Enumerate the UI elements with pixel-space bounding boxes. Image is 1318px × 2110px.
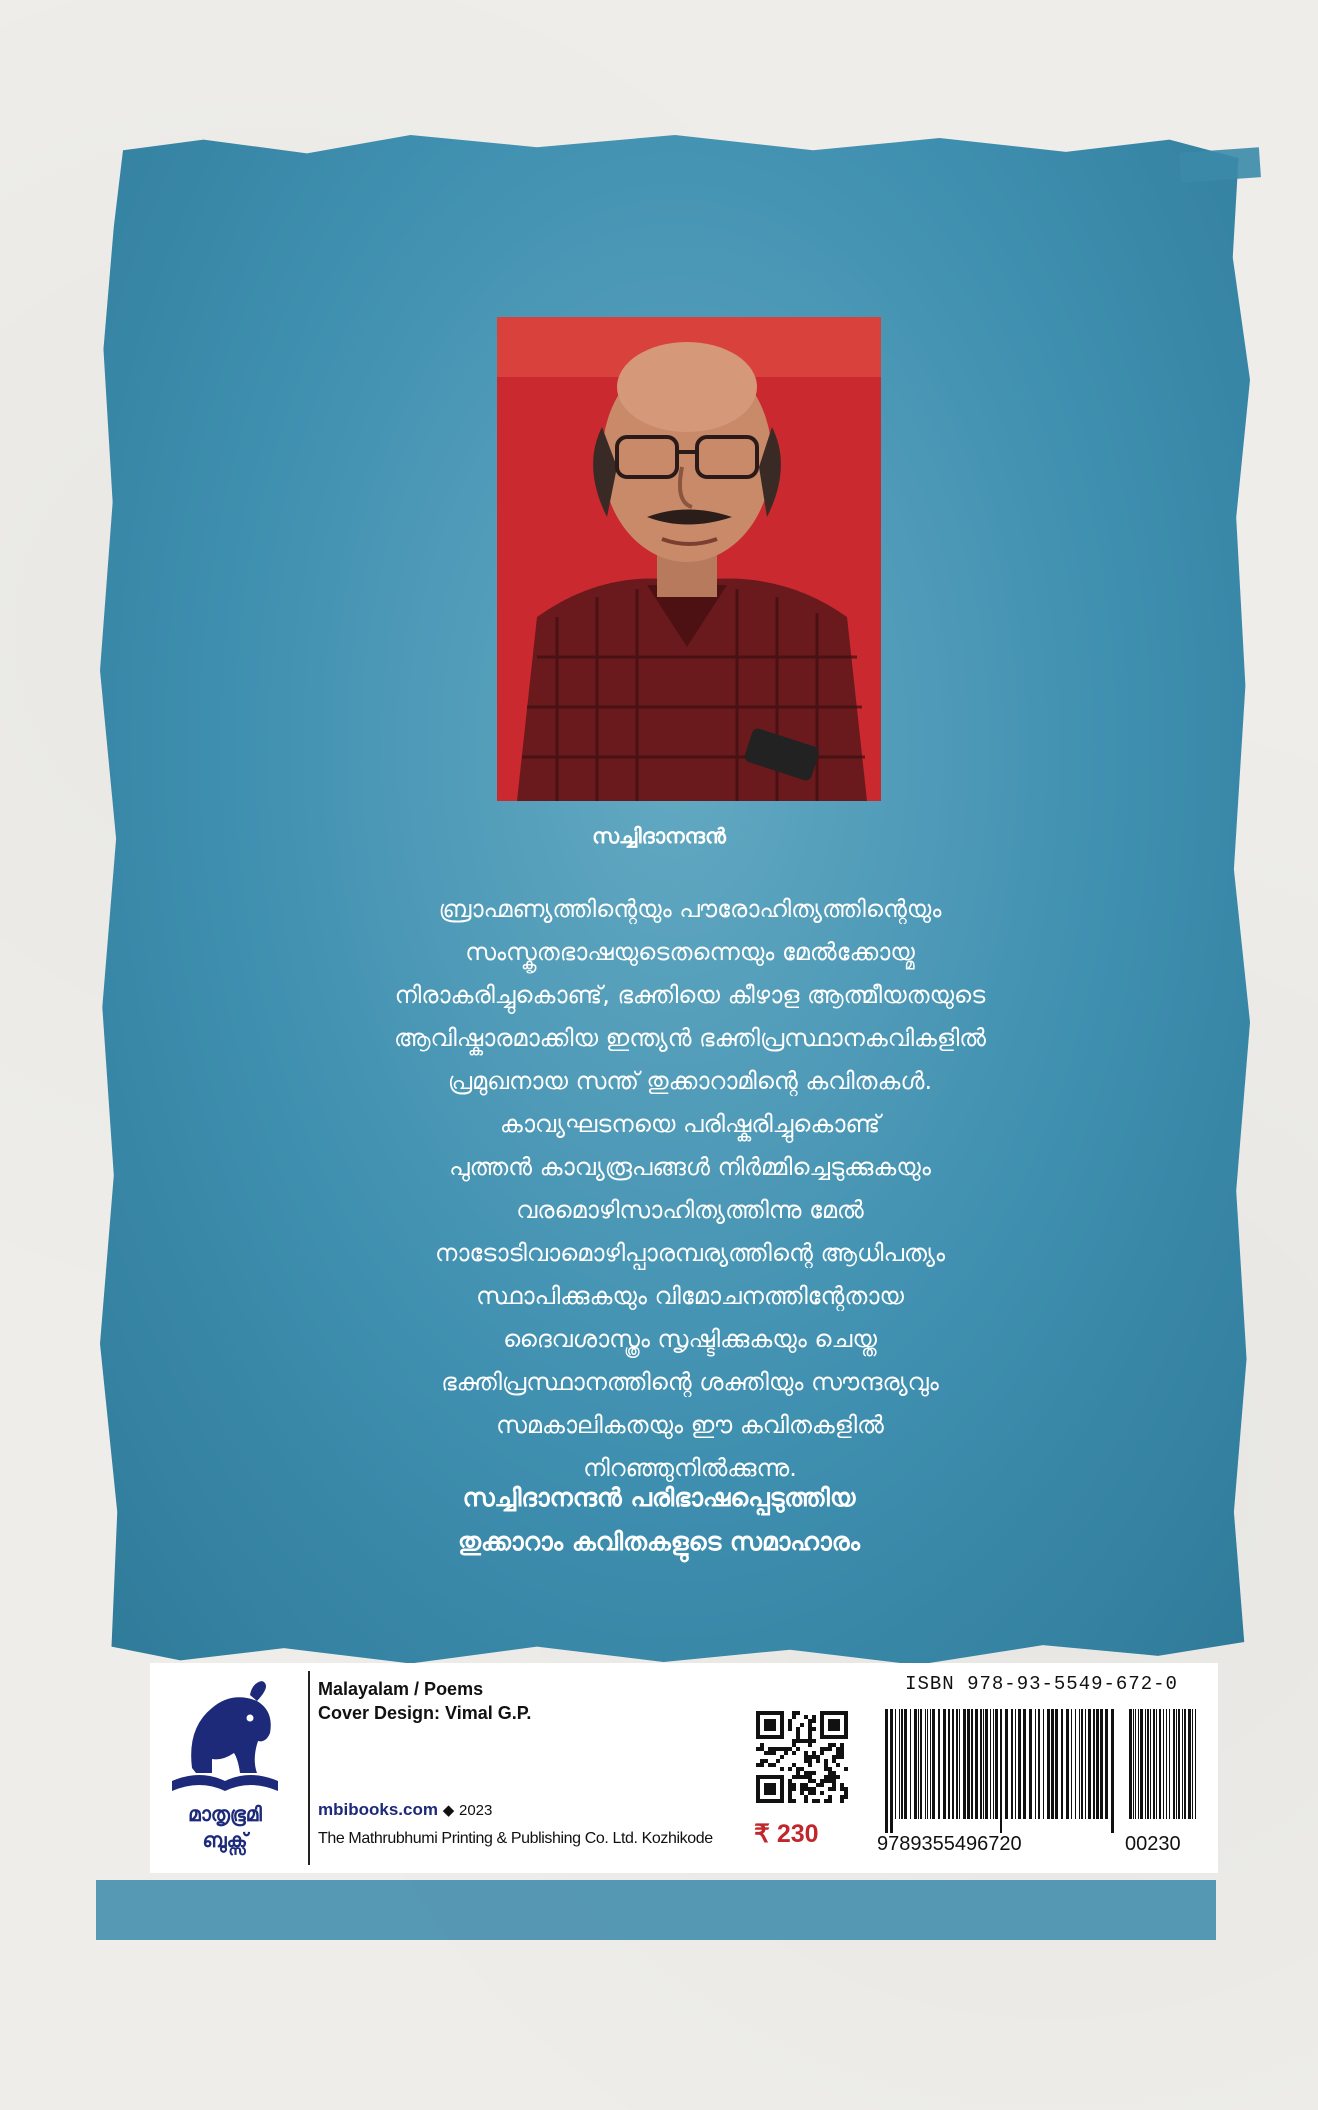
qr-module (760, 1747, 764, 1751)
barcode-bar (1018, 1709, 1021, 1819)
barcode-icon (881, 1709, 1203, 1833)
qr-module (760, 1763, 764, 1767)
barcode-bar (985, 1709, 988, 1819)
logo-line: ബുക്സ് (202, 1828, 248, 1852)
qr-module (796, 1767, 800, 1771)
qr-module (788, 1727, 792, 1731)
qr-module (796, 1711, 800, 1715)
qr-module (840, 1747, 844, 1751)
qr-module (792, 1787, 796, 1791)
qr-module (780, 1755, 784, 1759)
qr-module (824, 1763, 828, 1767)
blurb-line: സ്ഥാപിക്കുകയും വിമോചനത്തിന്റേതായ (476, 1282, 904, 1310)
qr-module (788, 1795, 792, 1799)
barcode-bar (1163, 1709, 1164, 1819)
barcode-bar (959, 1709, 960, 1819)
qr-module (828, 1767, 832, 1771)
qr-module (800, 1791, 804, 1795)
barcode-bar (956, 1709, 958, 1819)
qr-module (844, 1787, 848, 1791)
barcode-bar (1129, 1709, 1132, 1819)
qr-module (792, 1751, 796, 1755)
qr-module (756, 1763, 760, 1767)
qr-module (808, 1759, 812, 1763)
blurb-line: ആവിഷ്കാരമാക്കിയ ഇന്ത്യൻ ഭക്തിപ്രസ്ഥാനകവികളിൽ (393, 1024, 987, 1052)
qr-module (792, 1739, 796, 1743)
barcode-bar (990, 1709, 991, 1819)
qr-module (792, 1763, 796, 1767)
qr-module (764, 1759, 768, 1763)
qr-module (820, 1751, 824, 1755)
barcode-bar (1038, 1709, 1040, 1819)
qr-module (804, 1759, 808, 1763)
qr-finder (828, 1719, 840, 1731)
qr-module (828, 1775, 832, 1779)
website-line (318, 1800, 492, 1820)
barcode-bar (1156, 1709, 1157, 1819)
publisher-info-strip (150, 1663, 1218, 1873)
publisher-logo-text (162, 1801, 288, 1853)
qr-module (824, 1767, 828, 1771)
qr-module (840, 1743, 844, 1747)
website-link[interactable]: mbibooks.com (318, 1800, 438, 1819)
qr-module (824, 1759, 828, 1763)
qr-module (800, 1783, 804, 1787)
qr-module (812, 1771, 816, 1775)
barcode-bar (904, 1709, 907, 1819)
qr-module (812, 1787, 816, 1791)
qr-module (828, 1799, 832, 1803)
qr-module (840, 1783, 844, 1787)
qr-module (824, 1747, 828, 1751)
barcode-bar (963, 1709, 966, 1819)
qr-module (800, 1767, 804, 1771)
barcode-bar (1138, 1709, 1139, 1819)
qr-module (808, 1723, 812, 1727)
publisher-logo (162, 1673, 288, 1853)
blurb-line: നിറഞ്ഞുനിൽക്കുന്നു. (583, 1454, 797, 1482)
qr-module (808, 1791, 812, 1795)
barcode-main-digits: 9789355496720 (877, 1833, 1022, 1855)
qr-module (792, 1711, 796, 1715)
qr-module (768, 1747, 772, 1751)
qr-module (812, 1791, 816, 1795)
book-tagline (0, 1476, 1318, 1564)
barcode-bar (1035, 1709, 1036, 1819)
qr-module (812, 1739, 816, 1743)
price-label: ₹ 230 (754, 1820, 819, 1848)
qr-module (840, 1787, 844, 1791)
qr-module (796, 1727, 800, 1731)
qr-module (808, 1735, 812, 1739)
qr-module (780, 1747, 784, 1751)
barcode-bar (983, 1709, 984, 1819)
barcode-bar (948, 1709, 950, 1819)
qr-module (832, 1771, 836, 1775)
category-label: Malayalam / Poems (318, 1679, 484, 1699)
qr-module (808, 1731, 812, 1735)
barcode-bar (1111, 1709, 1114, 1833)
barcode-bar (1055, 1709, 1058, 1819)
barcode-bar (1075, 1709, 1076, 1819)
publication-year: 2023 (458, 1802, 493, 1819)
qr-module (804, 1795, 808, 1799)
qr-module (792, 1775, 796, 1779)
qr-module (808, 1743, 812, 1747)
blurb-line: സംസ്കൃതഭാഷയുടെതന്നെയും മേൽക്കോയ്മ (465, 938, 915, 966)
qr-module (832, 1783, 836, 1787)
barcode-addon-digits: 00230 (1125, 1833, 1181, 1855)
qr-module (796, 1775, 800, 1779)
qr-module (776, 1747, 780, 1751)
qr-finder (764, 1719, 776, 1731)
barcode-bar (1145, 1709, 1146, 1819)
qr-module (760, 1759, 764, 1763)
barcode-bar (971, 1709, 973, 1819)
barcode-bar (901, 1709, 903, 1819)
qr-module (832, 1779, 836, 1783)
qr-module (792, 1783, 796, 1787)
qr-module (796, 1747, 800, 1751)
tagline-line: തുക്കാറാം കവിതകളുടെ സമാഹാരം (457, 1527, 861, 1556)
barcode-bar (920, 1709, 922, 1819)
barcode-bar (938, 1709, 940, 1819)
barcode-bar (1169, 1709, 1170, 1819)
qr-module (820, 1783, 824, 1787)
qr-module (788, 1723, 792, 1727)
qr-module (808, 1763, 812, 1767)
barcode-bar (1153, 1709, 1155, 1819)
qr-module (840, 1795, 844, 1799)
qr-module (772, 1747, 776, 1751)
qr-module (828, 1771, 832, 1775)
qr-module (800, 1775, 804, 1779)
qr-module (788, 1767, 792, 1771)
qr-finder (764, 1783, 776, 1795)
qr-module (768, 1763, 772, 1767)
qr-module (828, 1747, 832, 1751)
barcode-bar (895, 1709, 896, 1819)
qr-module (792, 1743, 796, 1747)
qr-module (812, 1727, 816, 1731)
qr-code-icon (756, 1711, 848, 1803)
barcode-bar (980, 1709, 982, 1819)
qr-module (812, 1715, 816, 1719)
blurb-line: ബ്രാഹ്മണ്യത്തിന്റെയും പൗരോഹിത്യത്തിന്റെയും (438, 895, 942, 923)
qr-module (828, 1787, 832, 1791)
barcode-bar (1015, 1709, 1016, 1819)
barcode-bar (1081, 1709, 1083, 1819)
barcode-bar (1133, 1709, 1134, 1819)
qr-module (788, 1783, 792, 1787)
qr-module (796, 1735, 800, 1739)
isbn-barcode (873, 1673, 1210, 1865)
barcode-bar (1071, 1709, 1072, 1819)
qr-module (828, 1743, 832, 1747)
qr-module (816, 1783, 820, 1787)
barcode-bar (1178, 1709, 1180, 1819)
qr-module (828, 1795, 832, 1799)
paint-streak (96, 1880, 1216, 1940)
barcode-bar (1159, 1709, 1161, 1819)
barcode-bar (993, 1709, 994, 1819)
qr-module (836, 1755, 840, 1759)
book-meta (318, 1677, 531, 1725)
qr-module (796, 1731, 800, 1735)
barcode-bar (1176, 1709, 1177, 1819)
barcode-bar (1005, 1709, 1008, 1819)
barcode-bar (1061, 1709, 1063, 1819)
barcode-bar (890, 1709, 893, 1833)
qr-module (784, 1747, 788, 1751)
paint-streak (1179, 147, 1261, 183)
qr-module (840, 1751, 844, 1755)
barcode-bar (914, 1709, 917, 1819)
barcode-bar (1079, 1709, 1080, 1819)
qr-module (812, 1751, 816, 1755)
qr-module (784, 1751, 788, 1755)
qr-module (840, 1799, 844, 1803)
qr-module (816, 1755, 820, 1759)
barcode-bar (932, 1709, 935, 1819)
author-caption: സച്ചിദാനന്ദൻ (592, 824, 726, 848)
qr-module (804, 1771, 808, 1775)
barcode-bar (1135, 1709, 1136, 1819)
qr-module (804, 1799, 808, 1803)
isbn-text: ISBN 978-93-5549-672-0 (905, 1673, 1178, 1695)
book-blurb (340, 888, 1040, 1490)
qr-module (832, 1775, 836, 1779)
qr-module (776, 1759, 780, 1763)
qr-module (836, 1747, 840, 1751)
barcode-bar (1047, 1709, 1050, 1819)
diamond-separator: ◆ (442, 1802, 455, 1819)
qr-module (796, 1739, 800, 1743)
qr-module (832, 1743, 836, 1747)
qr-module (824, 1775, 828, 1779)
barcode-bar (975, 1709, 978, 1819)
qr-module (804, 1787, 808, 1791)
qr-module (772, 1751, 776, 1755)
publisher-name: The Mathrubhumi Printing & Publishing Co. Ltd. Kozhikode (318, 1830, 713, 1847)
qr-module (788, 1719, 792, 1723)
qr-module (804, 1715, 808, 1719)
qr-module (808, 1771, 812, 1775)
barcode-bar (1096, 1709, 1099, 1819)
blurb-line: പ്രമുഖനായ സന്ത് തുക്കാറാമിന്റെ കവിതകൾ. (447, 1067, 933, 1095)
barcode-bar (1029, 1709, 1032, 1819)
qr-module (808, 1775, 812, 1779)
blurb-line: നാടോടിവാമൊഴിപ്പാരമ്പര്യത്തിന്റെ ആധിപത്യം (434, 1239, 946, 1267)
blurb-line: ഭക്തിപ്രസ്ഥാനത്തിന്റെ ശക്തിയും സൗന്ദര്യവും (441, 1368, 939, 1396)
qr-module (832, 1759, 836, 1763)
barcode-bar (925, 1709, 926, 1819)
blurb-line: വരമൊഴിസാഹിത്യത്തിന്നു മേൽ (516, 1196, 864, 1224)
cover-design-label: Cover Design: Vimal G.P. (318, 1703, 532, 1723)
barcode-bar (1088, 1709, 1091, 1819)
qr-module (788, 1791, 792, 1795)
qr-module (808, 1719, 812, 1723)
elephant-book-logo-icon (162, 1673, 288, 1798)
barcode-bar (927, 1709, 928, 1819)
qr-module (780, 1767, 784, 1771)
tagline-line: സച്ചിദാനന്ദൻ പരിഭാഷപ്പെടുത്തിയ (462, 1483, 856, 1512)
barcode-bar (943, 1709, 946, 1819)
qr-module (836, 1763, 840, 1767)
barcode-bar (918, 1709, 919, 1819)
qr-module (772, 1763, 776, 1767)
barcode-bar (1182, 1709, 1183, 1819)
barcode-bar (1105, 1709, 1108, 1819)
qr-module (788, 1747, 792, 1751)
barcode-bar (1043, 1709, 1044, 1819)
barcode-bar (1051, 1709, 1054, 1819)
qr-module (820, 1779, 824, 1783)
author-photo (497, 317, 881, 801)
qr-module (792, 1715, 796, 1719)
qr-module (800, 1723, 804, 1727)
blurb-line: സമകാലികതയും ഈ കവിതകളിൽ (496, 1411, 884, 1439)
barcode-bar (930, 1709, 931, 1819)
barcode-bar (1184, 1709, 1186, 1819)
barcode-bar (1066, 1709, 1069, 1819)
qr-module (808, 1739, 812, 1743)
qr-module (812, 1719, 816, 1723)
blurb-line: പുത്തൻ കാവ്യരൂപങ്ങൾ നിർമ്മിച്ചെടുക്കുകയും (449, 1153, 931, 1181)
barcode-bar (910, 1709, 911, 1819)
barcode-bar (1085, 1709, 1086, 1819)
qr-module (832, 1787, 836, 1791)
qr-module (816, 1799, 820, 1803)
qr-module (812, 1779, 816, 1783)
qr-module (808, 1787, 812, 1791)
qr-module (824, 1799, 828, 1803)
qr-module (788, 1787, 792, 1791)
barcode-bar (1173, 1709, 1175, 1819)
qr-module (804, 1739, 808, 1743)
qr-module (832, 1755, 836, 1759)
qr-module (808, 1779, 812, 1783)
barcode-bar (899, 1709, 900, 1819)
barcode-bar (1195, 1709, 1196, 1819)
qr-module (808, 1755, 812, 1759)
barcode-bar (1011, 1709, 1013, 1819)
barcode-bar (1100, 1709, 1103, 1819)
barcode-bar (1166, 1709, 1167, 1819)
barcode-bar (1147, 1709, 1149, 1819)
qr-module (836, 1751, 840, 1755)
barcode-bar (1140, 1709, 1143, 1819)
barcode-bar (1188, 1709, 1191, 1819)
qr-module (760, 1743, 764, 1747)
barcode-bar (1192, 1709, 1193, 1819)
qr-module (816, 1759, 820, 1763)
barcode-bar (1000, 1709, 1002, 1833)
divider (308, 1671, 310, 1865)
qr-module (800, 1739, 804, 1743)
barcode-bar (952, 1709, 954, 1819)
blurb-line: നിരാകരിച്ചുകൊണ്ട്, ഭക്തിയെ കീഴാള ആത്മീയതയുടെ (394, 981, 986, 1009)
blurb-line: കാവ്യഘടനയെ പരിഷ്കരിച്ചുകൊണ്ട് (499, 1110, 881, 1138)
barcode-bar (1150, 1709, 1151, 1819)
qr-module (840, 1755, 844, 1759)
qr-module (824, 1779, 828, 1783)
logo-line: മാതൃഭൂമി (188, 1802, 262, 1826)
qr-module (792, 1799, 796, 1803)
barcode-bar (885, 1709, 888, 1833)
qr-module (804, 1755, 808, 1759)
qr-module (764, 1751, 768, 1755)
barcode-bar (1093, 1709, 1095, 1819)
qr-module (812, 1755, 816, 1759)
qr-module (836, 1775, 840, 1779)
qr-module (812, 1799, 816, 1803)
qr-module (808, 1727, 812, 1731)
qr-module (804, 1751, 808, 1755)
qr-module (788, 1799, 792, 1803)
qr-module (800, 1787, 804, 1791)
qr-module (828, 1779, 832, 1783)
qr-module (844, 1795, 848, 1799)
qr-module (820, 1791, 824, 1795)
barcode-bar (967, 1709, 970, 1819)
blurb-line: ദൈവശാസ്ത്രം സൃഷ്ടിക്കുകയും ചെയ്ത (503, 1325, 877, 1353)
qr-module (804, 1775, 808, 1779)
qr-module (796, 1771, 800, 1775)
qr-module (844, 1767, 848, 1771)
qr-module (788, 1779, 792, 1783)
qr-module (820, 1747, 824, 1751)
qr-module (768, 1751, 772, 1755)
qr-module (756, 1747, 760, 1751)
qr-module (844, 1791, 848, 1795)
barcode-bar (1023, 1709, 1026, 1819)
barcode-bar (995, 1709, 998, 1819)
qr-module (804, 1783, 808, 1787)
